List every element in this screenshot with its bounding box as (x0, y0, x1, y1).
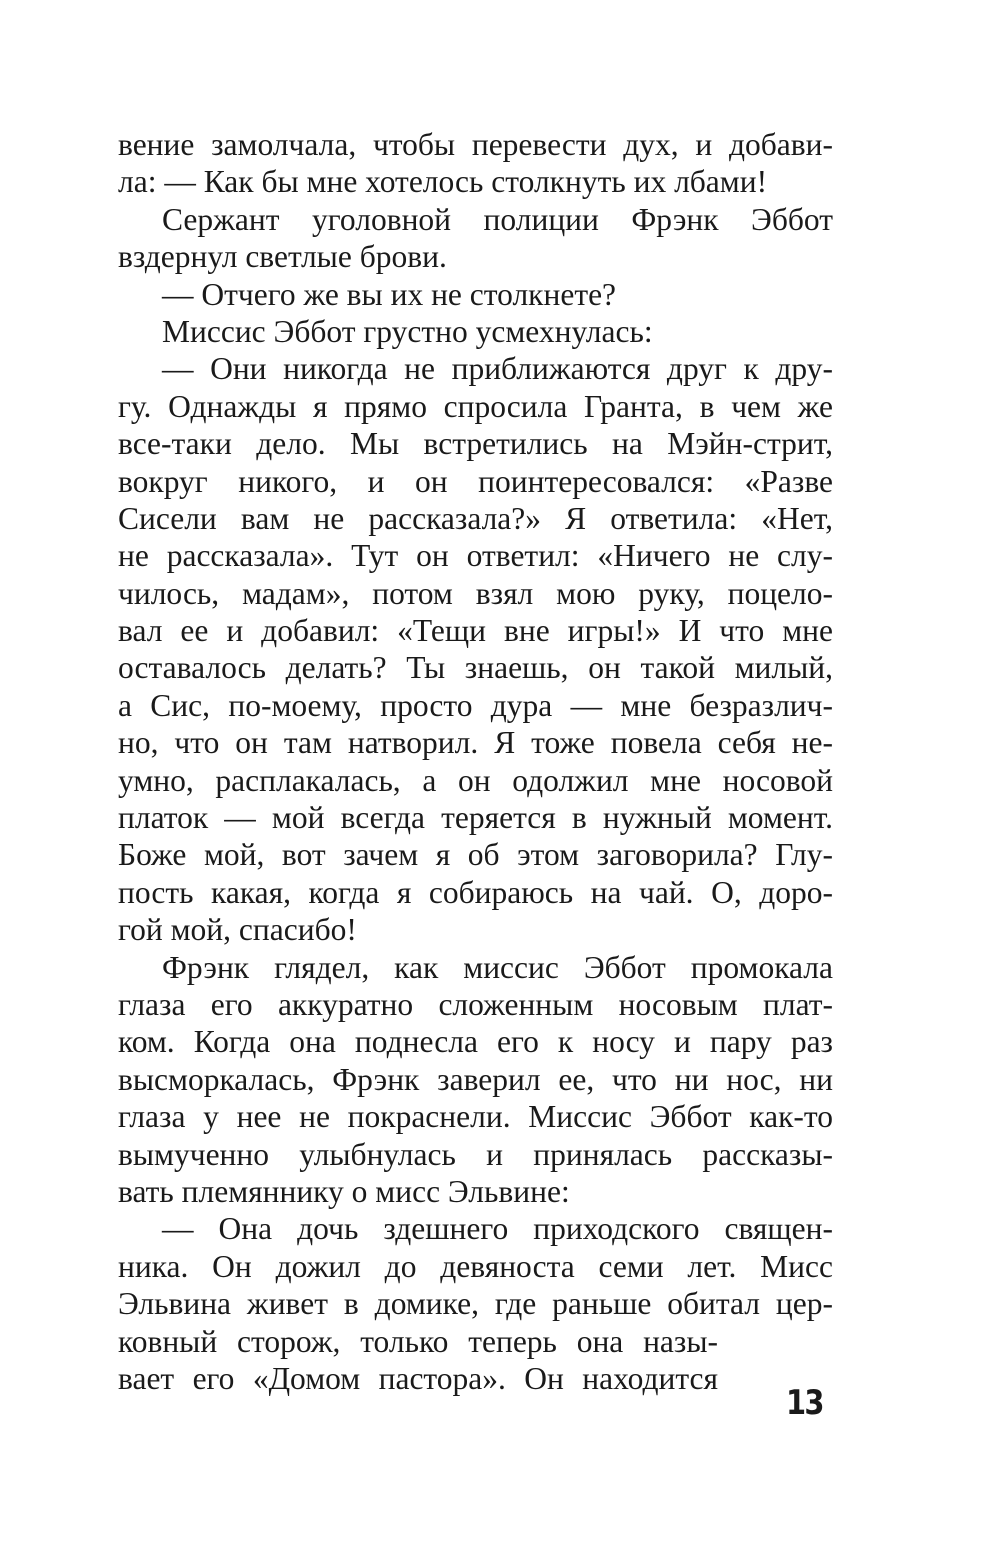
text-line: чилось, мадам», потом взял мою руку, поцело- (118, 575, 833, 611)
text-line: Сержант уголовной полиции Фрэнк Эббот (162, 201, 833, 237)
text-line: ла: — Как бы мне хотелось столкнуть их лбами! (118, 164, 768, 200)
text-line: вокруг никого, и он поинтересовался: «Разве (118, 463, 833, 499)
text-line: вздернул светлые брови. (118, 239, 447, 275)
text-line: все-таки дело. Мы встретились на Мэйн-стрит, (118, 426, 833, 462)
text-line: оставалось делать? Ты знаешь, он такой милый, (118, 650, 833, 686)
text-line: вымученно улыбнулась и принялась рассказы- (118, 1136, 833, 1172)
text-line: — Они никогда не приближаются друг к дру- (162, 351, 833, 387)
text-line: умно, расплакалась, а он одолжил мне носовой (118, 762, 833, 798)
text-line: но, что он там натворил. Я тоже повела себя не- (118, 725, 833, 761)
text-line: ком. Когда она поднесла его к носу и пару раз (118, 1024, 833, 1060)
text-line: Сисели вам не рассказала?» Я ответила: «Нет, (118, 500, 833, 536)
text-line: глаза его аккуратно сложенным носовым плат- (118, 986, 833, 1022)
page-number: 13 (786, 1383, 823, 1423)
text-line: Боже мой, вот зачем я об этом заговорила? Глу- (118, 837, 833, 873)
text-line: не рассказала». Тут он ответил: «Ничего не слу- (118, 538, 833, 574)
text-line: гой мой, спасибо! (118, 912, 357, 948)
text-line: ника. Он дожил до девяноста семи лет. Мисс (118, 1248, 833, 1284)
body-text (118, 126, 833, 1397)
text-line: ковный сторож, только теперь она назы- (118, 1323, 718, 1359)
text-line: — Она дочь здешнего приходского священ- (162, 1211, 833, 1247)
text-line: вает его «Домом пастора». Он находится (118, 1360, 718, 1396)
text-line: а Сис, по-моему, просто дура — мне безразлич- (118, 687, 833, 723)
text-line: платок — мой всегда теряется в нужный момент. (118, 800, 833, 836)
text-line: пость какая, когда я собираюсь на чай. О, доро- (118, 874, 833, 910)
text-line: вать племяннику о мисс Эльвине: (118, 1173, 570, 1209)
text-line: гу. Однажды я прямо спросила Гранта, в чем же (118, 388, 833, 424)
text-line: вение замолчала, чтобы перевести дух, и добави- (118, 127, 833, 162)
text-line: Миссис Эббот грустно усмехнулась: (162, 313, 653, 349)
text-line: высморкалась, Фрэнк заверил ее, что ни нос, ни (118, 1061, 833, 1097)
text-line: вал ее и добавил: «Тещи вне игры!» И что мне (118, 613, 833, 649)
text-line: Фрэнк глядел, как миссис Эббот промокала (162, 949, 833, 985)
text-line: — Отчего же вы их не столкнете? (162, 276, 617, 312)
text-line: Эльвина живет в домике, где раньше обитал цер- (118, 1286, 833, 1322)
text-line: глаза у нее не покраснели. Миссис Эббот как-то (118, 1099, 833, 1135)
